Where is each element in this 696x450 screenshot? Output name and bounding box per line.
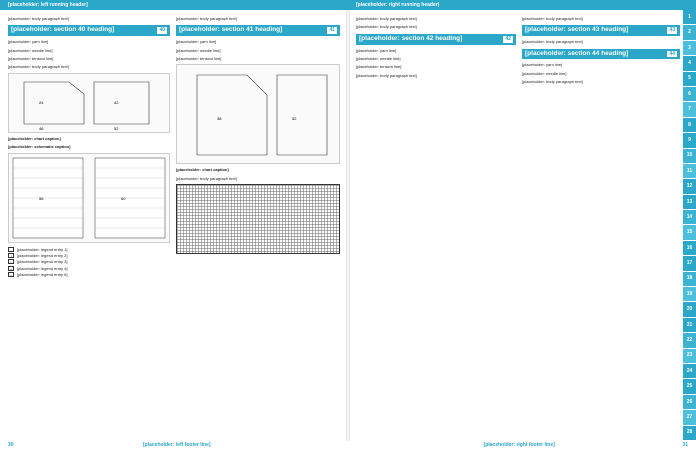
page-number-right: 31 [682, 442, 688, 449]
section-number: 44 [669, 50, 675, 57]
section-header-42 [356, 34, 516, 45]
legend-item [8, 272, 170, 277]
schematic-right [176, 64, 340, 164]
section-tabs [683, 10, 696, 441]
section-tab[interactable]: 22 [683, 333, 696, 348]
section-tab[interactable]: 3 [683, 41, 696, 56]
top-bar-right [348, 0, 696, 10]
section-title: [placeholder: section 40 heading] [11, 26, 115, 34]
legend-item [8, 266, 170, 271]
chart-svg [9, 154, 169, 242]
section-header-43 [522, 25, 680, 36]
section-tab[interactable]: 20 [683, 302, 696, 317]
legend-symbol: • [8, 272, 14, 277]
bottom-bar [0, 441, 696, 450]
legend-symbol: o [9, 266, 13, 272]
section-title: [placeholder: section 43 heading] [525, 26, 629, 34]
section-tab[interactable]: 7 [683, 102, 696, 117]
section-tab[interactable]: 9 [683, 133, 696, 148]
section-tab[interactable]: 6 [683, 87, 696, 102]
schematic-label: 42 [114, 99, 119, 105]
legend-text: [placeholder: legend entry 5] [17, 272, 68, 278]
section-header-41 [176, 25, 340, 36]
schematic-svg [9, 74, 169, 132]
chart-caption: [placeholder: chart caption] [176, 167, 229, 173]
schematic-label: 38 [217, 116, 222, 122]
legend-text: [placeholder: legend entry 3] [17, 259, 68, 265]
left-column-1 [8, 16, 170, 278]
yarn-line: [placeholder: yarn line] [8, 39, 49, 45]
chart-left [8, 153, 170, 243]
section-tab[interactable]: 8 [683, 118, 696, 133]
top-bar-left [0, 0, 348, 10]
needles-line: [placeholder: needle line] [522, 70, 567, 76]
stitch-chart-grid [176, 184, 340, 254]
section-tab[interactable]: 25 [683, 379, 696, 394]
legend-symbol [8, 247, 14, 252]
section-tab[interactable]: 13 [683, 195, 696, 210]
page-spine [346, 10, 350, 441]
section-tab[interactable]: 26 [683, 395, 696, 410]
section-tab[interactable]: 16 [683, 241, 696, 256]
section-tab[interactable]: 10 [683, 149, 696, 164]
legend-symbol: \ [8, 259, 14, 264]
section-tab[interactable]: 11 [683, 164, 696, 179]
chart-label: 60 [121, 195, 126, 201]
legend-text: [placeholder: legend entry 4] [17, 265, 68, 271]
schematic-label: 46 [39, 125, 44, 131]
needles-line: [placeholder: needle line] [8, 47, 53, 53]
right-column-2 [522, 16, 680, 87]
schematic-left [8, 73, 170, 133]
section-tab[interactable]: 27 [683, 410, 696, 425]
body-text: [placeholder: body paragraph text] [356, 72, 417, 78]
needles-line: [placeholder: needle line] [356, 55, 401, 61]
body-text: [placeholder: body paragraph text] [522, 39, 583, 45]
body-text: [placeholder: body paragraph text] [176, 175, 237, 181]
yarn-line: [placeholder: yarn line] [176, 39, 217, 45]
tension-line: [placeholder: tension line] [8, 55, 54, 61]
section-number: 40 [159, 27, 165, 34]
body-text: [placeholder: body paragraph text] [522, 79, 583, 85]
section-tab[interactable]: 19 [683, 287, 696, 302]
top-bar [0, 0, 696, 10]
tension-line: [placeholder: tension line] [176, 55, 222, 61]
chart-caption: [placeholder: chart caption] [8, 135, 61, 141]
left-column-2 [176, 16, 340, 254]
chart-legend [8, 247, 170, 278]
section-header-44 [522, 49, 680, 60]
section-header-40 [8, 25, 170, 36]
section-title: [placeholder: section 44 heading] [525, 49, 629, 57]
section-number: 43 [669, 27, 675, 34]
section-tab[interactable]: 12 [683, 179, 696, 194]
yarn-line: [placeholder: yarn line] [356, 47, 397, 53]
page-number-left: 30 [8, 442, 14, 449]
schematic-caption: [placeholder: schematic caption] [8, 144, 71, 150]
legend-item [8, 253, 170, 258]
body-text: [placeholder: body paragraph text] [356, 16, 417, 21]
right-column-1 [356, 16, 516, 81]
needles-line: [placeholder: needle line] [176, 47, 221, 53]
section-tab[interactable]: 28 [683, 426, 696, 441]
schematic-label: 52 [114, 125, 119, 131]
legend-text: [placeholder: legend entry 2] [17, 252, 68, 258]
section-tab[interactable]: 15 [683, 225, 696, 240]
section-tab[interactable]: 1 [683, 10, 696, 25]
section-tab[interactable]: 18 [683, 272, 696, 287]
body-text: [placeholder: body paragraph text] [8, 64, 69, 70]
schematic-label: 24 [39, 99, 44, 105]
section-tab[interactable]: 4 [683, 56, 696, 71]
section-tab[interactable]: 5 [683, 72, 696, 87]
section-number: 41 [329, 27, 335, 34]
section-tab[interactable]: 24 [683, 364, 696, 379]
yarn-line: [placeholder: yarn line] [522, 62, 563, 68]
bottom-bar-left [0, 441, 348, 450]
section-tab[interactable]: 14 [683, 210, 696, 225]
section-tab[interactable]: 2 [683, 25, 696, 40]
section-title: [placeholder: section 41 heading] [179, 26, 283, 34]
section-tab[interactable]: 23 [683, 349, 696, 364]
body-text: [placeholder: body paragraph text] [8, 16, 69, 21]
bottom-bar-right [348, 441, 696, 450]
schematic-svg [177, 65, 339, 163]
chart-label: 56 [39, 195, 44, 201]
section-number: 42 [505, 35, 511, 42]
body-text: [placeholder: body paragraph text] [356, 24, 417, 30]
section-tab[interactable]: 21 [683, 318, 696, 333]
section-title: [placeholder: section 42 heading] [359, 34, 463, 42]
footer-text-right: [placeholder: right footer line] [483, 442, 555, 449]
footer-text-left: [placeholder: left footer line] [143, 442, 211, 449]
schematic-label: 52 [292, 116, 297, 122]
legend-item [8, 259, 170, 264]
legend-symbol: / [8, 253, 14, 258]
body-text: [placeholder: body paragraph text] [176, 16, 237, 21]
legend-text: [placeholder: legend entry 1] [17, 246, 68, 252]
running-header-left: [placeholder: left running header] [8, 1, 88, 8]
section-tab[interactable]: 17 [683, 256, 696, 271]
tension-line: [placeholder: tension line] [356, 64, 402, 70]
body-text: [placeholder: body paragraph text] [522, 16, 583, 21]
running-header-right: [placeholder: right running header] [356, 1, 440, 8]
legend-item [8, 247, 170, 252]
